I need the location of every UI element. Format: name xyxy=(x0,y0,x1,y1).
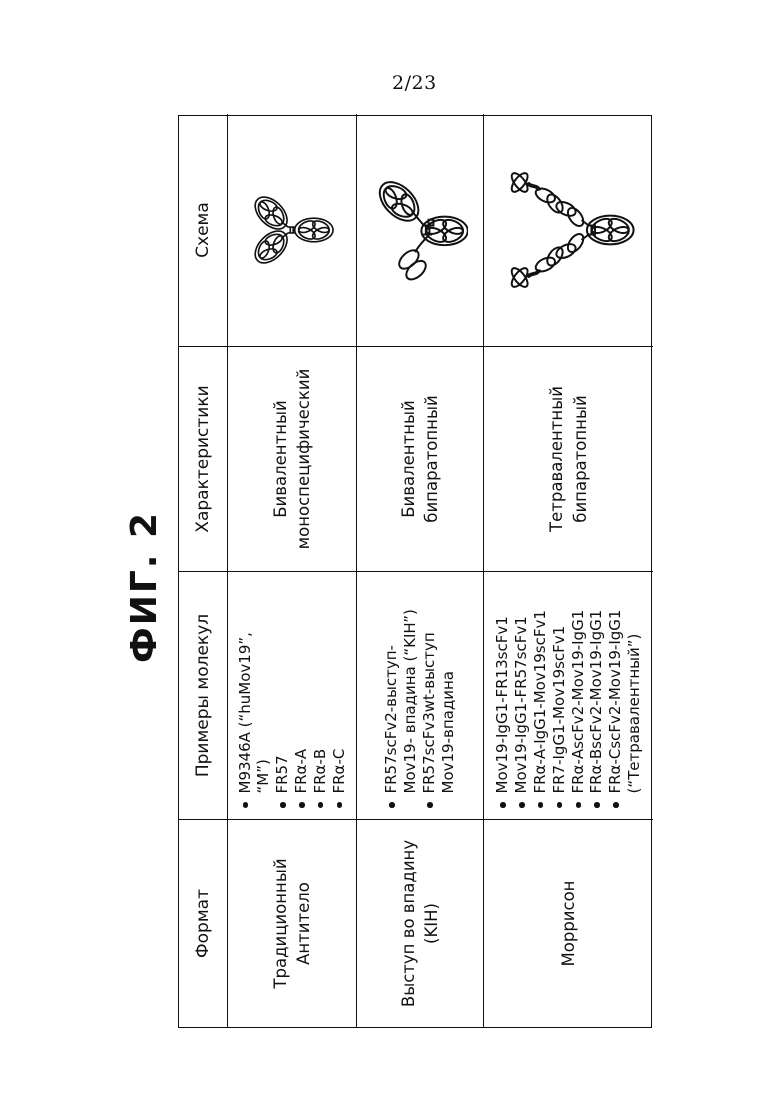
example-line: M9346A (“huMov19”, xyxy=(235,632,254,794)
format-cell-morrison xyxy=(484,819,653,1027)
header-examples-cell xyxy=(179,571,228,819)
examples-cell-kih xyxy=(357,571,484,819)
bullet-icon xyxy=(500,803,506,809)
example-line: Mov19-IgG1-FR57scFv1 xyxy=(512,616,531,794)
characteristics-cell-kih xyxy=(357,346,484,571)
bullet-icon xyxy=(594,803,600,809)
bullet-icon xyxy=(243,803,249,809)
bullet-icon xyxy=(389,803,395,809)
bullet-icon xyxy=(538,803,544,809)
characteristic-line: Бивалентный xyxy=(270,400,290,518)
bullet-icon xyxy=(318,803,324,809)
example-line: Mov19- впадина (“KIH”) xyxy=(401,609,420,794)
figure-label: ФИГ. 2 xyxy=(124,510,165,663)
format-cell-kih xyxy=(357,819,484,1027)
example-line: “M”) xyxy=(254,759,273,794)
example-line: FRα-AscFv2-Mov19-IgG1 xyxy=(568,609,587,794)
examples-cell-traditional xyxy=(228,571,357,819)
traditional-igg-antibody-diagram xyxy=(249,193,336,267)
example-line: FRα-A xyxy=(292,748,310,794)
example-line: FR57scFv3wt-выступ xyxy=(420,632,438,794)
characteristics-cell-morrison xyxy=(484,346,653,571)
bullet-icon xyxy=(427,803,433,809)
format-line: Выступ во впадину (KIH) xyxy=(398,839,441,1008)
example-line: FRα-C xyxy=(329,748,348,794)
characteristics-cell-traditional xyxy=(228,346,357,571)
bullet-icon xyxy=(299,803,305,809)
format-line: Моррисон xyxy=(558,880,578,967)
example-line: FRα-A-IgG1-Mov19scFv1 xyxy=(530,610,549,794)
scheme-cell-morrison xyxy=(484,114,653,346)
characteristic-line: моноспецифический xyxy=(294,368,313,550)
page-number: 2/23 xyxy=(392,72,437,94)
example-line: FRα-CscFv2-Mov19-IgG1 xyxy=(606,609,625,794)
characteristic-line: Бивалентный xyxy=(398,400,418,518)
header-characteristics-label: Характеристики xyxy=(193,385,213,533)
example-line: FRα-B xyxy=(310,748,329,794)
morrison-format-antibody-diagram xyxy=(499,169,639,291)
header-format-cell xyxy=(179,819,228,1027)
header-characteristics-cell xyxy=(179,346,228,571)
example-line: Mov19-IgG1-FR13scFv1 xyxy=(493,616,512,794)
examples-cell-morrison xyxy=(484,571,653,819)
scheme-cell-traditional xyxy=(228,114,357,346)
example-line: FR57scFv2-выступ- xyxy=(382,645,401,794)
characteristic-line: Тетравалентный xyxy=(547,386,567,532)
bullet-icon xyxy=(576,803,582,809)
bullet-icon xyxy=(557,803,563,809)
bullet-icon xyxy=(519,803,525,809)
example-line: Mov19-впадина xyxy=(438,671,457,794)
knob-into-hole-antibody-diagram xyxy=(373,172,468,288)
bullet-icon xyxy=(337,803,343,809)
example-line: FRα-BscFv2-Mov19-IgG1 xyxy=(587,609,606,794)
characteristic-line: бипаратопный xyxy=(570,395,590,523)
format-line: Традиционный xyxy=(270,858,290,989)
header-format-label: Формат xyxy=(193,889,213,958)
example-line: (“Тетравалентный”) xyxy=(624,633,643,794)
antibody-format-table xyxy=(178,115,652,1028)
bullet-icon xyxy=(613,803,619,809)
bullet-icon xyxy=(280,803,286,809)
header-scheme-cell xyxy=(179,114,228,346)
header-scheme-label: Схема xyxy=(193,202,213,258)
format-line: Антитело xyxy=(294,882,313,965)
example-line: FR7-IgG1-Mov19scFv1 xyxy=(549,625,568,794)
format-cell-traditional xyxy=(228,819,357,1027)
example-line: FR57 xyxy=(273,755,292,794)
characteristic-line: бипаратопный xyxy=(422,395,441,523)
header-examples-label: Примеры молекул xyxy=(193,613,213,778)
scheme-cell-kih xyxy=(357,114,484,346)
